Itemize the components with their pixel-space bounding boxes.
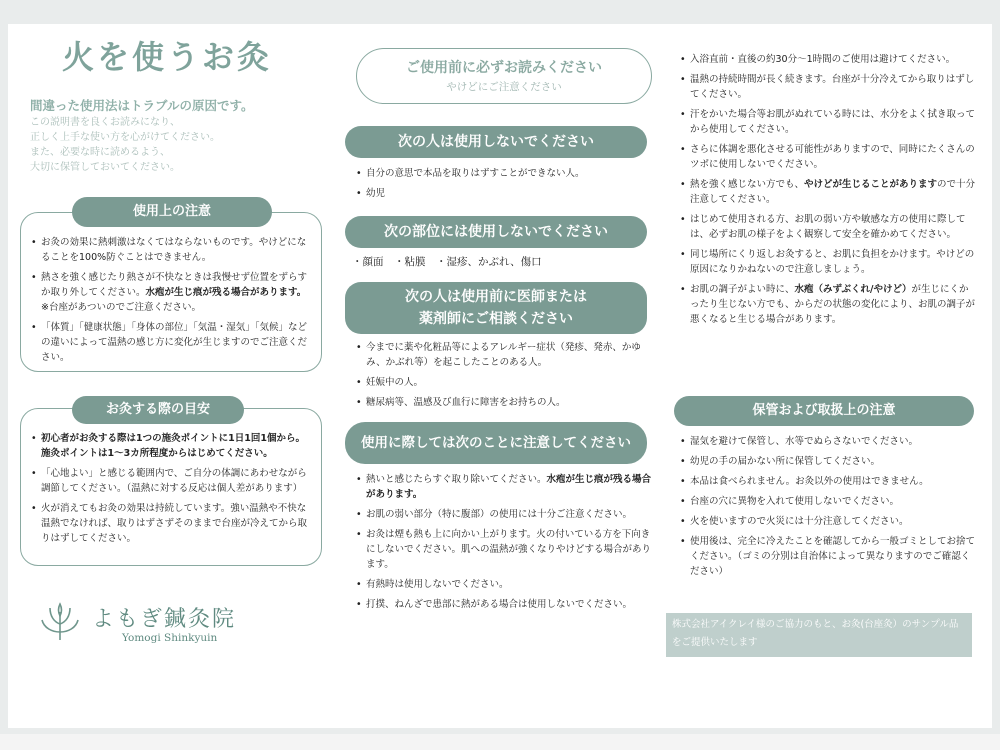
consult-list [356, 340, 652, 415]
list-item: • 幼児 [356, 186, 646, 201]
clinic-name: よもぎ鍼灸院 [92, 607, 237, 632]
list-item [31, 431, 311, 461]
list-item: • 自分の意思で本品を取りはずすことができない人。 [356, 166, 646, 181]
item-text: 打撲、ねんざで患部に熱がある場合は使用しないでください。 [366, 599, 633, 610]
list-item: • 使用後は、完全に冷えたことを確認してから一般ゴミとしてお捨てください。（ゴミの分別は自治体によって異なりますのでご確認ください） [680, 534, 976, 579]
guide-box [20, 408, 322, 566]
item-text: お肌の調子がよい時に、 [690, 284, 795, 295]
item-text: お灸の効果に熱刺激はなくてはならないものです。やけどになることを100%防ぐことはできません。 [41, 237, 307, 263]
list-item [31, 501, 311, 546]
instruction-sheet [8, 24, 992, 728]
storage-list [680, 434, 976, 584]
usage-notes-list [356, 472, 656, 617]
list-item [356, 577, 656, 592]
mugwort-leaf-icon [38, 602, 82, 642]
list-item [356, 472, 656, 502]
list-item [680, 177, 976, 207]
item-text: はじめて使用される方、お肌の弱い方や敏感な方の使用に際しては、必ずお肌の様子をよく観察して安全を確かめてください。 [690, 214, 966, 240]
list-item: • 糖尿病等、温感及び血行に障害をお持ちの人。 [356, 395, 652, 410]
usage-notes-heading: 使用に際しては次のことに注意してください [345, 422, 647, 464]
intro-text [30, 115, 320, 175]
caution-box [20, 212, 322, 372]
list-item [680, 282, 976, 327]
not-use-people-heading: 次の人は使用しないでください [345, 126, 647, 158]
consult-heading [345, 282, 647, 334]
bottom-strip [0, 734, 1000, 750]
list-item [680, 247, 976, 277]
item-text: 温熱の持続時間が長く続きます。台座が十分冷えてから取りはずしてください。 [690, 74, 975, 100]
list-item: • 妊娠中の人。 [356, 375, 652, 390]
list-item [680, 52, 976, 67]
not-use-parts-text: ・顔面 ・粘膜 ・湿疹、かぶれ、傷口 [352, 256, 542, 268]
clinic-name-roman: Yomogi Shinkyuin [122, 632, 218, 644]
list-item [680, 107, 976, 137]
notice-title: ご使用前に必ずお読みください [406, 60, 602, 76]
item-text: 熱を強く感じない方でも、 [690, 179, 805, 190]
list-item [680, 142, 976, 172]
list-item [680, 72, 976, 102]
notice-subtitle: やけどにご注意ください [446, 81, 562, 93]
subtitle: 間違った使用法はトラブルの原因です。 [30, 98, 254, 113]
list-item: • 今までに薬や化粧品等によるアレルギー症状（発疹、発赤、かゆみ、かぶれ等）を起こしたことのある人。 [356, 340, 652, 370]
emphasis-text: やけどが生じることがあります [804, 179, 938, 190]
item-text: さらに体調を悪化させる可能性がありますので、同時にたくさんのツボに使用しないでください。 [690, 144, 975, 170]
list-item: • 火を使いますので火災には十分注意してください。 [680, 514, 976, 529]
list-item [680, 212, 976, 242]
notice-box [356, 48, 652, 104]
emphasis-text: 初心者がお灸する際は1つの施灸ポイントに1日1回1個から。施灸ポイントは1〜3カ所程度からはじめてください。 [41, 433, 305, 459]
intro-line: 大切に保管しておいてください。 [30, 162, 180, 173]
not-use-people-list [356, 166, 646, 206]
guide-list [21, 409, 321, 546]
item-text: 汗をかいた場合等お肌がぬれている時には、水分をよく拭き取ってから使用してください。 [690, 109, 976, 135]
item-text: 熱いと感じたらすぐ取り除いてください。 [366, 474, 547, 485]
list-item: • 湿気を避けて保管し、水等でぬらさないでください。 [680, 434, 976, 449]
emphasis-text: 水疱が生じ痕が残る場合があります。 [145, 287, 307, 298]
guide-heading: お灸する際の目安 [72, 396, 244, 424]
list-item [31, 320, 311, 365]
item-text: 「体質」「健康状態」「身体の部位」「気温・湿気」「気候」などの違いによって温熱の感じ方に変化が生じますのでご注意ください。 [41, 322, 308, 363]
list-item: • 台座の穴に異物を入れて使用しないでください。 [680, 494, 976, 509]
caution-heading: 使用上の注意 [72, 197, 272, 227]
storage-heading: 保管および取扱上の注意 [674, 396, 974, 426]
list-item [356, 597, 656, 612]
consult-heading-line: 次の人は使用前に医師または [405, 289, 587, 305]
list-item [356, 507, 656, 522]
item-text: 入浴直前・直後の約30分〜1時間のご使用は避けてください。 [690, 54, 956, 65]
item-text: 熱さを強く感じたり熱さが不快なときは我慢せず位置をずらすか取り外してください。 [41, 272, 308, 298]
item-text: 火が消えてもお灸の効果は持続しています。強い温熱や不快な温熱でなければ、取りはずさずそのままで台座が冷えてから取りはずしてください。 [41, 503, 308, 544]
page-title: 火を使うお灸 [62, 38, 273, 76]
intro-line: また、必要な時に読めるよう、 [30, 147, 170, 158]
caution-list [21, 213, 321, 365]
list-item [31, 235, 311, 265]
sample-note: 株式会社アイクレイ様のご協力のもと、お灸(台座灸）のサンプル品をご提供いたします [666, 613, 972, 657]
item-text: お灸は煙も熱も上に向かい上がります。火の付いている方を下向きにしないでください。肌への温熱が強くなりやけどする場合があります。 [366, 529, 652, 570]
list-item: • 本品は食べられません。お灸以外の使用はできません。 [680, 474, 976, 489]
item-text: 有熱時は使用しないでください。 [366, 579, 509, 590]
list-item [31, 270, 311, 315]
emphasis-text: 水疱が生じ痕が残る場合があります。 [366, 474, 652, 500]
list-item: • 幼児の手の届かない所に保管してください。 [680, 454, 976, 469]
list-item [31, 466, 311, 496]
item-text: ので十分注意してください。 [690, 179, 976, 205]
list-item [356, 527, 656, 572]
not-use-parts-heading: 次の部位には使用しないでください [345, 216, 647, 248]
emphasis-text: 水疱（みずぶくれ/やけど） [794, 284, 912, 295]
item-text: 同じ場所にくり返しお灸すると、お肌に負担をかけます。やけどの原因になりかねないので注意しましょう。 [690, 249, 975, 275]
intro-line: 正しく上手な使い方を心がけてください。 [30, 132, 220, 143]
consult-heading-line: 薬剤師にご相談ください [419, 311, 573, 327]
clinic-logo [38, 602, 278, 650]
item-text: 「心地よい」と感じる範囲内で、ご自分の体調にあわせながら調節してください。（温熱に対する反応は個人差があります） [41, 468, 307, 494]
more-notes-list [680, 52, 976, 332]
item-text: が生じにくかったり生じない方でも、からだの状態の変化により、お肌の調子が悪くなると生じる場合があります。 [690, 284, 976, 325]
intro-line: この説明書を良くお読みになり、 [30, 117, 180, 128]
item-text: ※台座があついのでご注意ください。 [41, 302, 201, 313]
item-text: お肌の弱い部分（特に腹部）の使用には十分ご注意ください。 [366, 509, 633, 520]
